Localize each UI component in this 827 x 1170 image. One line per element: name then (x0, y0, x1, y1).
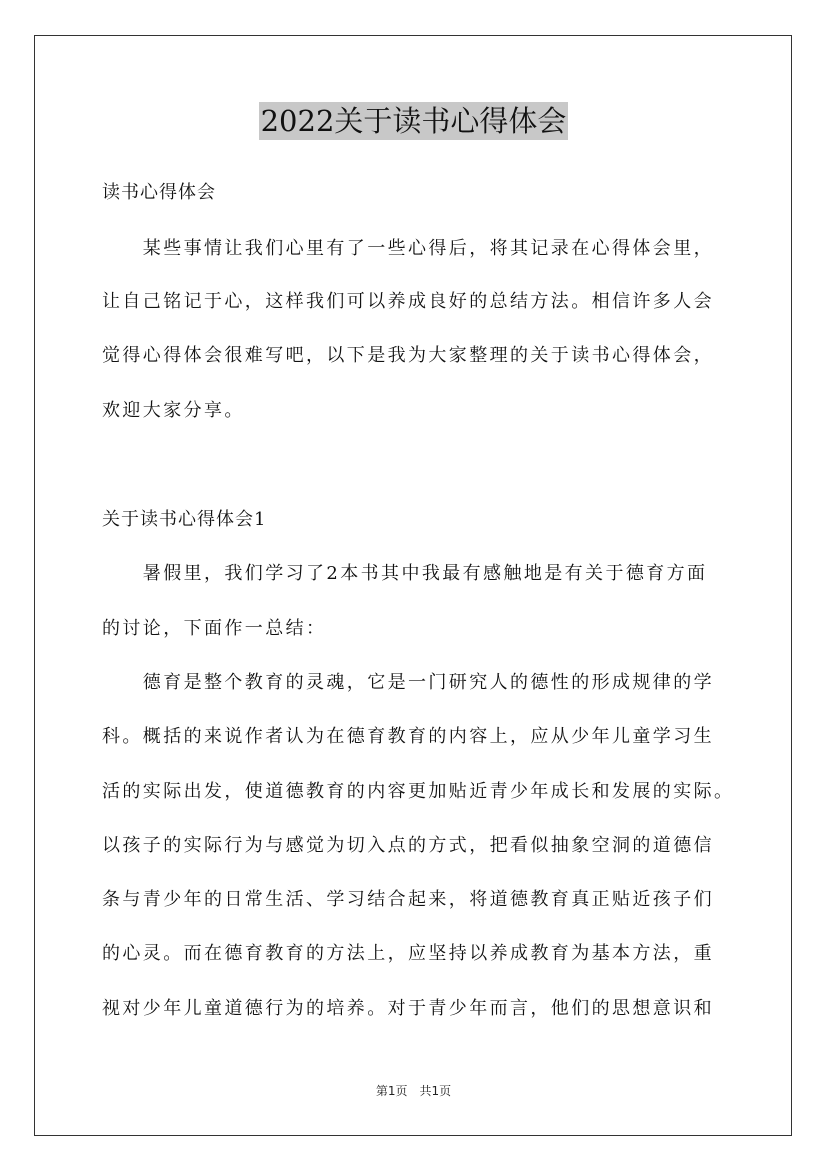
paragraph-line: 活的实际出发，使道德教育的内容更加贴近青少年成长和发展的实际。 (102, 781, 735, 802)
paragraph-line: 暑假里，我们学习了2本书其中我最有感触地是有关于德育方面 (102, 563, 708, 584)
paragraph-line: 视对少年儿童道德行为的培养。对于青少年而言，他们的思想意识和 (102, 998, 714, 1019)
title-container (0, 102, 827, 140)
intro-line: 觉得心得体会很难写吧，以下是我为大家整理的关于读书心得体会， (102, 345, 714, 366)
intro-line: 某些事情让我们心里有了一些心得后，将其记录在心得体会里， (102, 238, 714, 259)
paragraph-line: 的心灵。而在德育教育的方法上，应坚持以养成教育为基本方法，重 (102, 943, 714, 964)
intro-heading: 读书心得体会 (102, 182, 216, 203)
paragraph-line: 德育是整个教育的灵魂，它是一门研究人的德性的形成规律的学 (102, 672, 714, 693)
intro-line: 让自己铭记于心，这样我们可以养成良好的总结方法。相信许多人会 (102, 291, 714, 312)
intro-line: 欢迎大家分享。 (102, 400, 245, 421)
page-number-footer: 第1页 共1页 (375, 1084, 452, 1098)
paragraph-line: 条与青少年的日常生活、学习结合起来，将道德教育真正贴近孩子们 (102, 889, 714, 910)
document-title: 2022关于读书心得体会 (260, 104, 567, 138)
paragraph-line: 科。概括的来说作者认为在德育教育的内容上，应从少年儿童学习生 (102, 726, 714, 747)
section-heading: 关于读书心得体会1 (102, 509, 267, 530)
paragraph-line: 的讨论，下面作一总结： (102, 618, 327, 639)
paragraph-line: 以孩子的实际行为与感觉为切入点的方式，把看似抽象空洞的道德信 (102, 835, 714, 856)
